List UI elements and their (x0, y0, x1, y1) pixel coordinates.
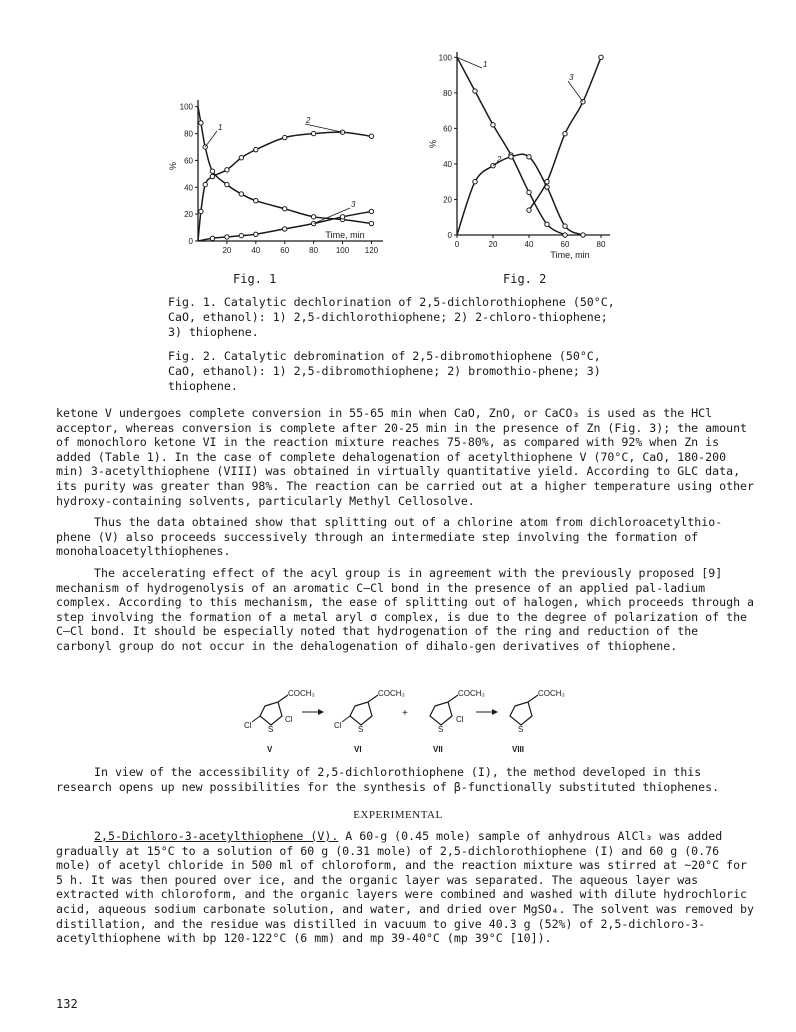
fig2-y-axis-label: % (428, 139, 438, 148)
fig2-series-3-point (527, 208, 531, 212)
compound-VIII-structure (510, 689, 565, 754)
compound-VI-sulfur: S (358, 725, 364, 734)
compound-VIII-substituent: COCH₃ (538, 689, 565, 698)
fig1-series-2-point (254, 147, 258, 151)
compound-V-cl-left: Cl (244, 721, 252, 730)
fig1-x-tick-label: 20 (222, 246, 232, 255)
fig2-x-axis-label: Time, min (550, 250, 590, 260)
compound-V-substituent: COCH₃ (288, 689, 315, 698)
fig2-series-1-point (527, 190, 531, 194)
compound-V-cl-right: Cl (285, 715, 293, 724)
fig2-series-2-point (509, 155, 513, 159)
compound-VI-cl: Cl (334, 721, 342, 730)
compound-VII-label: VII (433, 745, 443, 754)
fig1-series-3-point (225, 235, 229, 239)
fig1-y-tick-label: 20 (184, 210, 193, 220)
fig2-series-3-point (599, 55, 603, 59)
fig2-series-3-leader (568, 81, 583, 102)
compound-VII-substituent: COCH₃ (458, 689, 485, 698)
fig1-series-3-point (340, 215, 344, 219)
compound-V-sulfur: S (268, 725, 274, 734)
compound-VII-sulfur: S (438, 725, 444, 734)
fig2-series-3-label: 3 (569, 73, 574, 82)
fig2-x-tick-label: 0 (454, 240, 460, 249)
reaction-scheme (230, 688, 570, 756)
fig2-series-1-point (473, 89, 477, 93)
compound-VI-label: VI (354, 745, 362, 754)
reaction-arrowhead-2 (492, 709, 498, 715)
fig2-series-1-leader (457, 57, 482, 68)
fig2-series-1-point (491, 123, 495, 127)
compound-VI-substituent: COCH₃ (378, 689, 405, 698)
fig1-series-1-point (311, 215, 315, 219)
fig2-y-tick-label: 40 (443, 159, 452, 169)
compound-VII-cl: Cl (456, 715, 464, 724)
compound-VII-structure (430, 689, 485, 754)
fig1-series-3-point (254, 232, 258, 236)
fig1-x-tick-label: 80 (309, 246, 319, 255)
figure-1-plot (168, 100, 383, 255)
fig1-series-3-point (369, 209, 373, 213)
paragraph-1: ketone V undergoes complete conversion in 55-65 min when CaO, ZnO, or CaCO₃ is used as the HCl acceptor, whereas conversion is complete after 20-25 min in the presence of Zn (Fig. 3); the amount of monochloro ketone VI in the reaction mixture reaches 75-80%, as compared with 92% when Zn is added (Table 1). In the case of complete dehalogenation of acetylthiophene V (70°C, CaO, 180-200 min) 3-acetylthiophene (VIII) was obtained in virtually quantitative yield. According to GLC data, its purity was greater than 98%. The reaction can be carried out at a higher temperature using other hydroxy-containing solvents, particularly Methyl Cellosolve. (56, 406, 755, 508)
fig2-x-tick-label: 20 (488, 240, 498, 249)
figure-2-chart (410, 38, 630, 263)
figure-2-plot (428, 52, 610, 260)
fig1-y-tick-label: 80 (184, 129, 193, 139)
fig2-series-1-label: 1 (483, 60, 488, 69)
fig1-series-2-point (311, 131, 315, 135)
compound-V-structure (244, 689, 315, 754)
figure-1-caption: Fig. 1. Catalytic dechlorination of 2,5-dichlorothiophene (50°C, CaO, ethanol): 1) 2,5-dichlorothiophene; 2) 2-chloro-thiophene; 3) thiophene. (168, 295, 615, 339)
fig1-x-tick-label: 40 (251, 246, 261, 255)
fig1-series-3-point (210, 236, 214, 240)
fig1-series-1-point (225, 182, 229, 186)
compound-VIII-label: VIII (512, 745, 525, 754)
fig1-series-1-label: 1 (218, 123, 223, 132)
fig1-series-2-point (283, 135, 287, 139)
paragraph-4: In view of the accessibility of 2,5-dichlorothiophene (I), the method developed in this research opens up new possibilities for the synthesis of β-functionally substituted thiophenes. (56, 765, 720, 794)
fig2-series-1-point (563, 233, 567, 237)
paragraph-2: Thus the data obtained show that splitting out of a chlorine atom from dichloroacetylthio-phene (V) also proceeds successively through an intermediate step involving the formation of monohaloacetylthiophenes. (56, 515, 723, 559)
compound-VI-structure (334, 689, 405, 754)
figure-2-caption: Fig. 2. Catalytic debromination of 2,5-dibromothiophene (50°C, CaO, ethanol): 1) 2,5-dibromothiophene; 2) bromothio-phene; 3) thiophene. (168, 349, 601, 393)
figure-2-label: Fig. 2 (503, 272, 547, 286)
fig1-series-1-point (239, 192, 243, 196)
body-paragraphs (56, 406, 756, 654)
fig2-x-tick-label: 60 (560, 240, 570, 249)
fig1-y-tick-label: 0 (188, 237, 193, 246)
fig2-series-2-point (473, 179, 477, 183)
fig2-series-3-point (545, 179, 549, 183)
experimental-compound-title: 2,5-Dichloro-3-acetylthiophene (V). (94, 829, 339, 843)
fig1-series-1-point (254, 199, 258, 203)
fig2-y-tick-label: 100 (438, 53, 452, 63)
fig2-y-tick-label: 20 (443, 195, 452, 205)
fig1-series-1-point (199, 121, 203, 125)
fig2-series-3-point (563, 132, 567, 136)
fig1-series-3-point (283, 227, 287, 231)
fig1-series-2-point (203, 182, 207, 186)
fig1-series-3-label: 3 (351, 200, 356, 209)
fig1-series-2-leader (305, 124, 343, 132)
reaction-plus: + (402, 708, 408, 719)
fig1-y-tick-label: 100 (179, 102, 193, 112)
fig2-series-1-line (457, 57, 565, 235)
fig2-series-2-line (457, 154, 583, 235)
figure-1-chart (150, 85, 390, 260)
fig2-series-1-point (545, 222, 549, 226)
experimental-procedure-text: A 60-g (0.45 mole) sample of anhydrous AlCl₃ was added gradually at 15°C to a solution of 60 g (0.31 mole) of 2,5-dichlorothiophene (I) and 60 g (0.76 mole) of acetyl chloride in 500 ml of chloroform, and the reaction mixture was stirred at ~20°C for 5 h. It was then poured over ice, and the organic layer was separated. The aqueous layer was extracted with chloroform, and the organic layers were combined and washed with dilute hydrochloric acid, aqueous sodium carbonate solution, and water, and dried over MgSO₄. The solvent was removed by distillation, and the residue was distilled in vacuum to give 40.3 g (52%) of 2,5-dichloro-3-acetylthiophene with bp 120-122°C (6 mm) and mp 39-40°C (mp 39°C [10]). (56, 829, 755, 946)
fig1-x-axis-label: Time, min (325, 230, 365, 240)
fig1-series-2-line (198, 132, 371, 241)
fig1-series-2-point (369, 134, 373, 138)
fig2-series-2-point (581, 233, 585, 237)
fig2-series-2-point (563, 224, 567, 228)
experimental-heading: EXPERIMENTAL (353, 809, 443, 821)
figure-1-label: Fig. 1 (233, 272, 277, 286)
fig2-y-tick-label: 0 (447, 231, 452, 240)
fig1-series-1-point (210, 169, 214, 173)
fig1-y-tick-label: 40 (184, 183, 193, 193)
fig2-x-tick-label: 40 (524, 240, 534, 249)
fig1-series-2-point (225, 168, 229, 172)
compound-V-label: V (267, 745, 273, 754)
compound-VIII-sulfur: S (518, 725, 524, 734)
fig2-series-2-label: 2 (497, 155, 502, 164)
fig1-series-1-point (369, 221, 373, 225)
fig1-x-tick-label: 120 (364, 246, 379, 255)
fig1-series-3-point (239, 233, 243, 237)
paragraph-3: The accelerating effect of the acyl group is in agreement with the previously proposed [9] mechanism of hydrogenolysis of an aromatic C—Cl bond in the presence of an applied pal-ladium complex. According to this mechanism, the ease of splitting out of halogen, which proceeds through a step involving the formation of a metal aryl σ complex, is due to the degree of polarization of the C—Cl bond. It should be especially noted that hydrogenation of the ring and reduction of the carbonyl group do not occur in the dehalogenation of dihalo-gen derivatives of thiophene. (56, 565, 755, 653)
experimental-paragraph (56, 829, 756, 946)
fig2-x-tick-label: 80 (596, 240, 606, 249)
fig1-series-1-point (283, 207, 287, 211)
reaction-arrowhead-1 (318, 709, 324, 715)
fig1-x-tick-label: 60 (280, 246, 290, 255)
fig1-series-2-point (199, 209, 203, 213)
fig1-series-2-point (210, 174, 214, 178)
page-number: 132 (56, 997, 78, 1011)
fig1-series-1-leader (205, 131, 217, 147)
fig1-series-1-line (198, 107, 371, 224)
fig1-series-2-point (239, 156, 243, 160)
fig2-y-tick-label: 60 (443, 124, 452, 134)
fig2-y-tick-label: 80 (443, 88, 452, 98)
fig1-series-2-label: 2 (306, 116, 311, 125)
fig1-x-tick-label: 100 (335, 246, 350, 255)
fig1-y-axis-label: % (168, 161, 178, 170)
fig1-y-tick-label: 60 (184, 156, 193, 166)
fig2-series-2-point (527, 155, 531, 159)
